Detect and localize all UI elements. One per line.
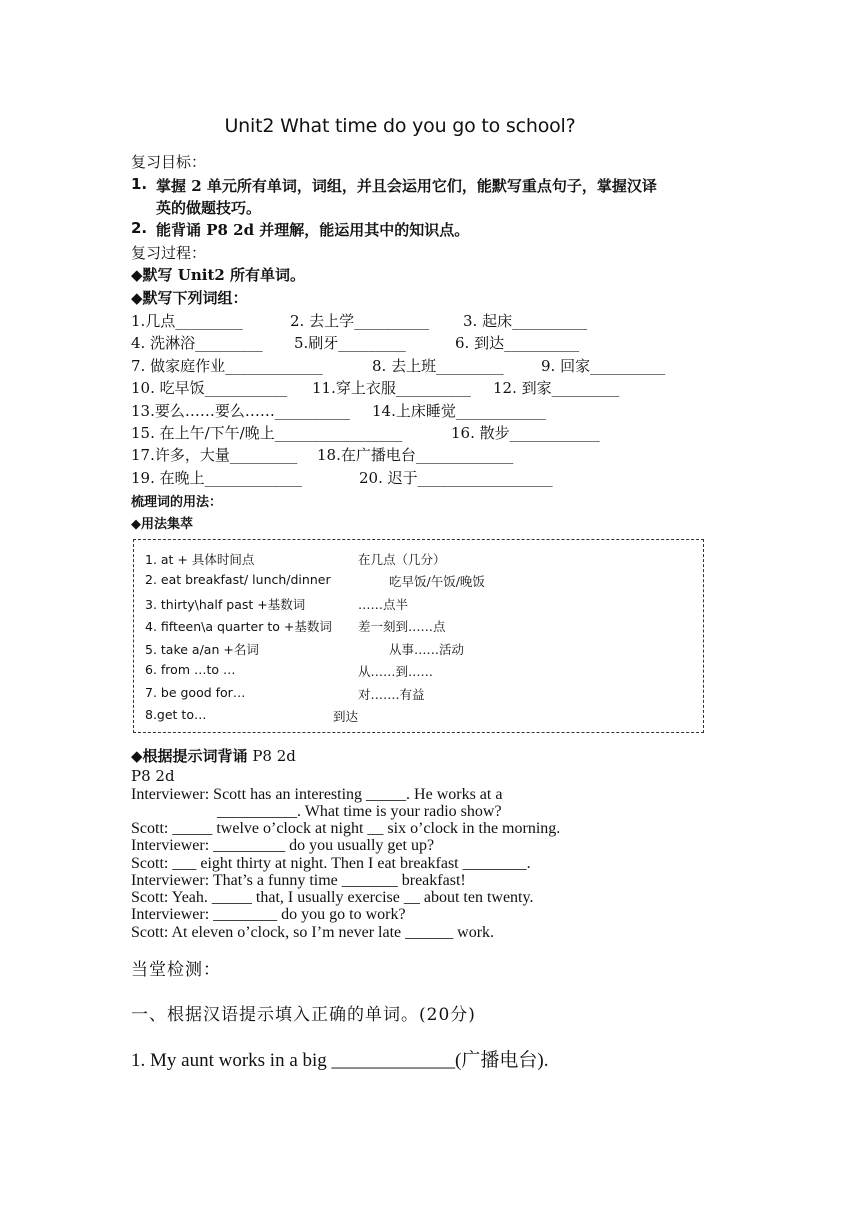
goal-2-number: 2. [131,219,148,237]
vocab-item: 13.要么……要么……__________ [131,402,350,420]
usage-item-en: 6. from …to … [145,662,236,677]
vocab-item: 14.上床睡觉____________ [372,402,546,420]
vocab-item: 2. 去上学__________ [290,312,430,330]
dialogue-line: Interviewer: That’s a funny time _______ breakfast! [131,872,466,889]
vocab-item: 4. 洗淋浴_________ [131,334,263,352]
dialogue-line: Interviewer: Scott has an interesting _____. He works at a [131,786,503,803]
usage-item-en: 3. thirty\half past +基数词 [145,597,306,612]
usage-item-cn: 差一刻到……点 [358,619,446,634]
vocab-item: 5.刷牙_________ [294,334,406,352]
dialogue-line: Scott: ___ eight thirty at night. Then I eat breakfast ________. [131,855,531,872]
vocab-item: 20. 迟于__________________ [359,469,553,487]
usage-box [133,539,704,733]
vocab-item: 15. 在上午/下午/晚上_________________ [131,424,403,442]
usage-item-en: 7. be good for… [145,685,246,700]
usage-item-cn: 到达 [333,709,359,724]
usage-item-cn: ……点半 [358,597,409,612]
usage-item-cn: 从……到…… [358,664,434,679]
usage-item-en: 1. at + 具体时间点 [145,552,255,567]
usage-heading: 梳理词的用法： [131,495,223,510]
usage-item-cn: 在几点（几分） [358,552,446,567]
dialogue-line: Scott: _____ twelve o’clock at night __ six o’clock in the morning. [131,820,561,837]
vocab-item: 12. 到家_________ [493,379,620,397]
vocab-item: 16. 散步____________ [451,424,600,442]
test-heading: 当堂检测： [131,960,221,980]
vocab-item: 17.许多，大量_________ [131,446,298,464]
usage-subheading: ◆用法集萃 [131,517,193,532]
page-title: Unit2 What time do you go to school? [224,115,576,137]
task-dictate-phrases: ◆默写下列词组： [131,289,248,307]
vocab-item: 18.在广播电台_____________ [317,446,514,464]
usage-item-cn: 从事……活动 [389,642,465,657]
review-goals-heading: 复习目标： [131,153,207,171]
goal-1-line-1: 掌握 2 单元所有单词，词组，并且会运用它们，能默写重点句子，掌握汉译 [156,177,657,195]
goal-1-line-2: 英的做题技巧。 [156,199,262,217]
usage-item-cn: 吃早饭/午饭/晚饭 [389,574,485,589]
vocab-item: 10. 吃早饭___________ [131,379,288,397]
vocab-item: 7. 做家庭作业_____________ [131,357,323,375]
recite-heading-bold: ◆根据提示词背诵 [131,747,248,765]
usage-item-en: 2. eat breakfast/ lunch/dinner [145,572,331,587]
usage-item-en: 4. fifteen\a quarter to +基数词 [145,619,332,634]
dialogue-line: Interviewer: ________ do you go to work? [131,906,406,923]
review-process-heading: 复习过程： [131,244,207,262]
dialogue-line: Scott: At eleven o’clock, so I’m never late ______ work. [131,924,495,941]
vocab-item: 9. 回家__________ [541,357,666,375]
vocab-item: 1.几点_________ [131,312,243,330]
vocab-item: 19. 在晚上_____________ [131,469,303,487]
recite-heading-rest: P8 2d [247,747,296,765]
recite-heading [131,745,296,766]
test-question-1: 1. My aunt works in a big _____________(广播电台). [131,1050,549,1071]
recite-label: P8 2d [131,767,175,785]
usage-item-en: 5. take a/an +名词 [145,642,259,657]
usage-item-en: 8.get to… [145,707,207,722]
usage-item-cn: 对…….有益 [358,687,425,702]
vocab-item: 3. 起床__________ [463,312,588,330]
vocab-item: 11.穿上衣服__________ [312,379,471,397]
dialogue-line: Scott: Yeah. _____ that, I usually exercise __ about ten twenty. [131,889,534,906]
goal-1-number: 1. [131,175,148,193]
test-section-1: 一、根据汉语提示填入正确的单词。(20分) [131,1005,476,1025]
goal-2-text: 能背诵 P8 2d 并理解，能运用其中的知识点。 [156,221,470,239]
vocab-item: 6. 到达__________ [455,334,580,352]
dialogue-line: __________. What time is your radio show? [217,803,502,820]
task-dictate-words: ◆默写 Unit2 所有单词。 [131,266,306,284]
vocab-item: 8. 去上班_________ [372,357,504,375]
dialogue-line: Interviewer: _________ do you usually get up? [131,837,435,854]
